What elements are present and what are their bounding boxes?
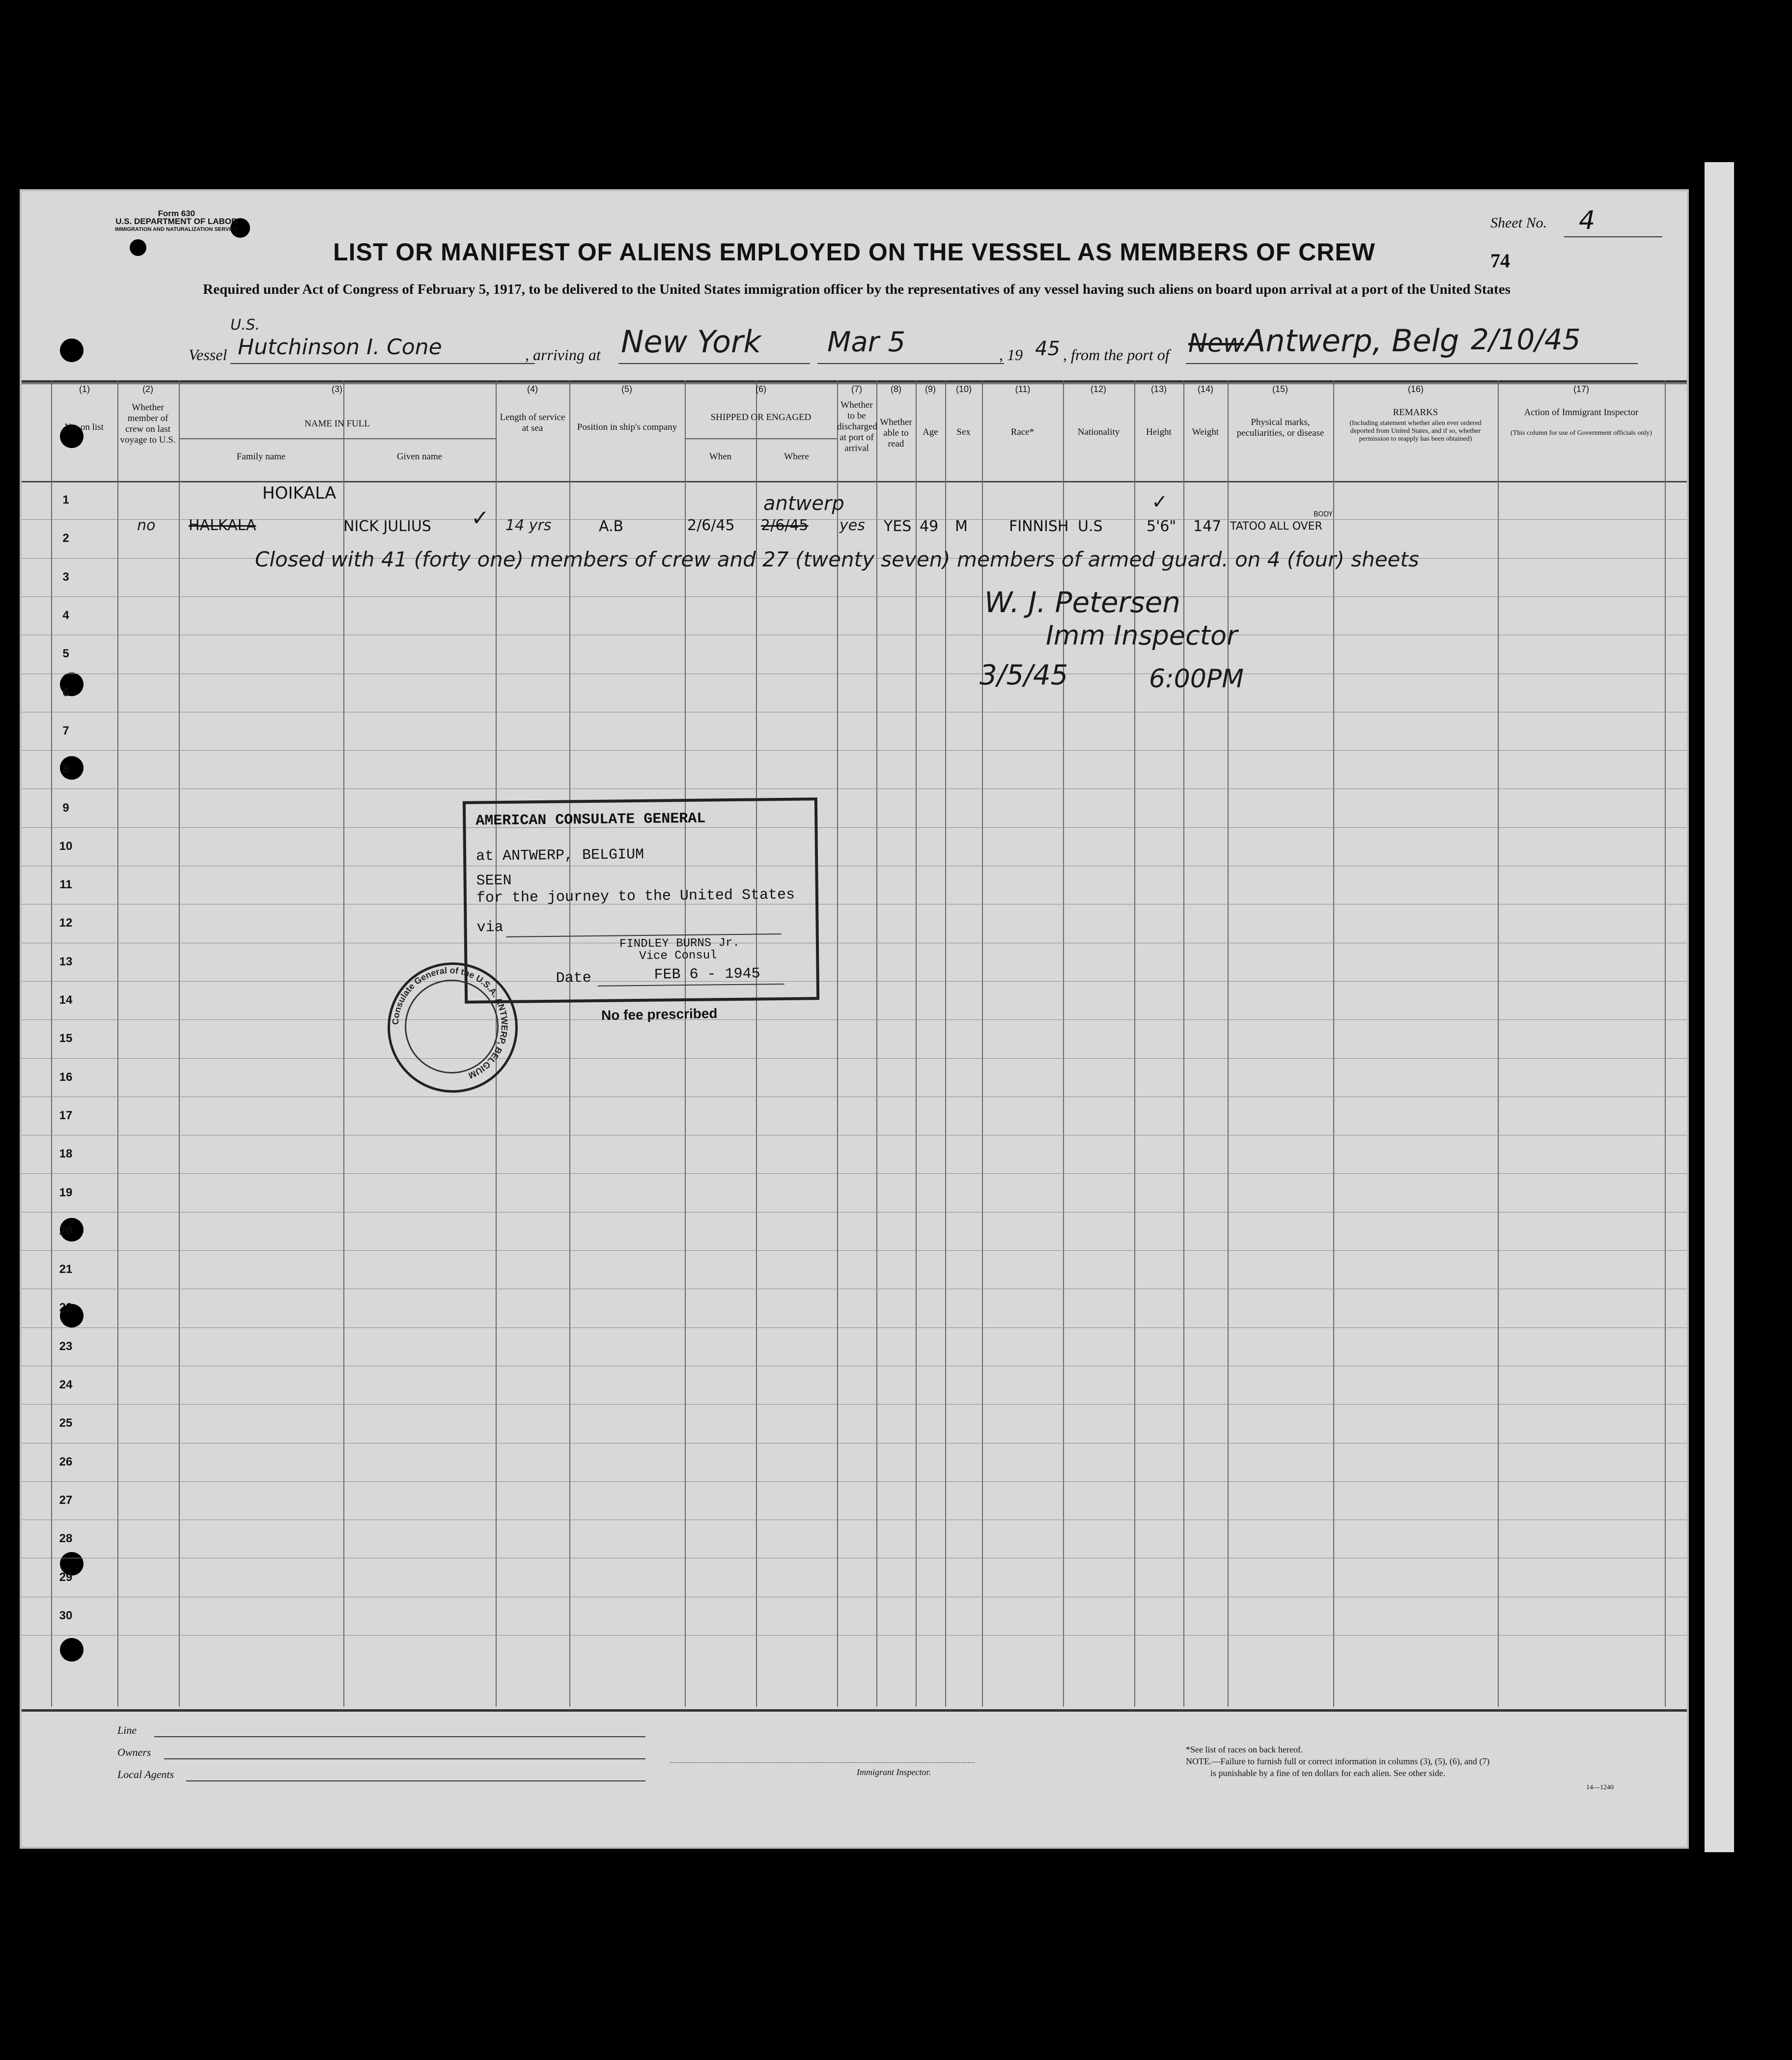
position: A.B bbox=[599, 518, 624, 535]
col-remarks-note: (Including statement whether alien ever ordered deported from United States, and if so, whether permission to reapply has been obtained) bbox=[1349, 420, 1482, 443]
page-title: LIST OR MANIFEST OF ALIENS EMPLOYED ON THE VESSEL AS MEMBERS OF CREW bbox=[333, 238, 1375, 266]
row-rule bbox=[22, 827, 1687, 828]
stamp-date: FEB 6 - 1945 bbox=[654, 965, 760, 984]
row-number: 4 bbox=[62, 609, 69, 622]
row-rule bbox=[22, 1019, 1687, 1020]
department: U.S. DEPARTMENT OF LABOR bbox=[115, 217, 238, 226]
row-number: 25 bbox=[59, 1416, 73, 1430]
footer-local-agents-label: Local Agents bbox=[117, 1768, 174, 1780]
col-family-name: Family name bbox=[236, 452, 286, 462]
form-number: Form 630 bbox=[158, 209, 196, 218]
arrival-date: Mar 5 bbox=[827, 326, 906, 358]
row-rule bbox=[22, 1212, 1687, 1213]
seal-text bbox=[388, 962, 513, 1088]
row-number: 17 bbox=[59, 1108, 73, 1122]
column-number: (7) bbox=[851, 384, 862, 394]
footer-note1: *See list of races on back hereof. bbox=[1186, 1745, 1303, 1754]
nationality: U.S bbox=[1078, 518, 1103, 535]
column-number: (4) bbox=[527, 384, 538, 394]
row-number: 15 bbox=[59, 1032, 73, 1045]
crew-table bbox=[22, 380, 1687, 1707]
column-number: (10) bbox=[955, 384, 972, 394]
inspector-time: 6:00PM bbox=[1149, 664, 1244, 694]
footer-note2: NOTE.—Failure to furnish full or correct information in columns (3), (5), (6), and (7) bbox=[1186, 1756, 1490, 1766]
col-shipped-where: Where bbox=[784, 452, 809, 462]
check-mark-icon: ✓ bbox=[471, 506, 489, 531]
row-rule bbox=[22, 1058, 1687, 1059]
inspector-date: 3/5/45 bbox=[980, 659, 1068, 691]
physical-marks-2: BODY bbox=[1314, 510, 1333, 518]
col-shipped-when: When bbox=[709, 452, 732, 462]
consulate-seal bbox=[388, 962, 518, 1093]
row-rule bbox=[22, 1481, 1687, 1482]
col-able-to-read: Whether able to read bbox=[880, 417, 912, 449]
shipped-where-struck: 2/6/45 bbox=[761, 517, 809, 534]
year-prefix: , 19 bbox=[999, 346, 1023, 364]
subtitle: Required under Act of Congress of February 5, 1917, to be delivered to the United States immigration officer by the representatives of any vessel having such aliens on board upon arrival at a port of the United States bbox=[203, 282, 1511, 297]
vessel-name: Hutchinson I. Cone bbox=[238, 335, 442, 360]
family-name-struck: HALKALA bbox=[189, 517, 256, 534]
row-number: 28 bbox=[59, 1532, 73, 1546]
row-rule bbox=[22, 1327, 1687, 1328]
column-number: (8) bbox=[891, 384, 901, 394]
stamp-signer-title: Vice Consul bbox=[639, 949, 717, 963]
closing-note: Closed with 41 (forty one) members of crew and 27 (twenty seven) members of armed guard. on 4 (four) sheets bbox=[255, 547, 1419, 571]
stamp-line3: SEEN bbox=[476, 872, 512, 890]
race: FINNISH bbox=[1009, 518, 1069, 535]
row-rule bbox=[22, 1404, 1687, 1405]
sex: M bbox=[955, 518, 968, 535]
col-crew-last-voyage: Whether member of crew on last voyage to U.S. bbox=[120, 402, 176, 445]
stamp-via: via bbox=[476, 919, 504, 936]
row-number: 30 bbox=[59, 1608, 73, 1622]
able-to-read: YES bbox=[884, 518, 912, 535]
col-inspector-action: Action of Immigrant Inspector bbox=[1524, 407, 1639, 418]
col-physical-marks: Physical marks, peculiarities, or disease bbox=[1236, 417, 1324, 438]
col-no-on-list: No. on list bbox=[64, 422, 104, 432]
row-rule bbox=[22, 1173, 1687, 1174]
row-number: 5 bbox=[62, 647, 69, 661]
column-number: (16) bbox=[1407, 384, 1424, 394]
col-weight: Weight bbox=[1192, 427, 1219, 437]
row-number: 23 bbox=[59, 1339, 73, 1353]
row-number: 9 bbox=[62, 801, 69, 815]
column-number: (15) bbox=[1272, 384, 1288, 394]
inspector-signature: W. J. Petersen bbox=[984, 586, 1181, 619]
row-number: 8 bbox=[62, 762, 69, 776]
arriving-port: New York bbox=[621, 324, 761, 360]
row-rule bbox=[22, 1635, 1687, 1636]
col-length-service: Length of service at sea bbox=[500, 412, 565, 433]
row-number: 19 bbox=[59, 1185, 73, 1199]
row-number: 20 bbox=[59, 1224, 73, 1238]
row-number: 29 bbox=[59, 1570, 73, 1584]
column-number: (2) bbox=[142, 384, 153, 394]
col-remarks: REMARKS bbox=[1393, 407, 1438, 418]
column-number: (12) bbox=[1090, 384, 1106, 394]
stamp-fee: No fee prescribed bbox=[601, 1005, 718, 1023]
col-name-in-full: NAME IN FULL bbox=[305, 419, 370, 429]
row-number: 7 bbox=[62, 724, 69, 737]
row-number: 13 bbox=[59, 955, 73, 968]
column-number: (14) bbox=[1197, 384, 1213, 394]
given-name: NICK JULIUS bbox=[343, 518, 431, 535]
service-length: 14 yrs bbox=[505, 517, 552, 534]
row-number: 22 bbox=[59, 1301, 73, 1315]
row-number: 21 bbox=[59, 1263, 73, 1276]
row-number: 10 bbox=[59, 839, 73, 853]
stamp-line2: at ANTWERP, BELGIUM bbox=[476, 846, 644, 865]
footer-owners-label: Owners bbox=[117, 1746, 151, 1758]
row-number: 18 bbox=[59, 1147, 73, 1161]
weight: 147 bbox=[1193, 518, 1222, 535]
row-number: 27 bbox=[59, 1493, 73, 1507]
from-label: , from the port of bbox=[1063, 346, 1170, 364]
sheet-label: Sheet No. bbox=[1490, 215, 1547, 231]
age: 49 bbox=[920, 518, 939, 535]
vessel-prefix: U.S. bbox=[230, 316, 260, 334]
shipped-when: 2/6/45 bbox=[687, 517, 735, 534]
row-number: 14 bbox=[59, 993, 73, 1007]
stamp-date-label: Date bbox=[556, 970, 591, 987]
col-race: Race* bbox=[1010, 427, 1035, 437]
consulate-stamp bbox=[463, 797, 819, 1004]
stamp-line4: for the journey to the United States bbox=[476, 886, 795, 907]
footer-note3: is punishable by a fine of ten dollars for each alien. See other side. bbox=[1210, 1768, 1446, 1778]
column-number: (11) bbox=[1015, 384, 1031, 394]
col-height: Height bbox=[1146, 427, 1172, 437]
page-edge bbox=[1705, 162, 1734, 1852]
punch-hole bbox=[60, 339, 84, 362]
from-port: Antwerp, Belg bbox=[1245, 323, 1459, 359]
col-inspector-note: (This column for use of Government officials only) bbox=[1511, 429, 1652, 437]
footer-inspector-label: Immigrant Inspector. bbox=[857, 1767, 931, 1777]
column-number: (5) bbox=[621, 384, 632, 394]
stamp-signer: FINDLEY BURNS Jr. bbox=[619, 936, 740, 951]
row-number: 16 bbox=[59, 1070, 73, 1084]
footer-line-label: Line bbox=[117, 1724, 137, 1736]
from-port-struck: New bbox=[1188, 329, 1244, 358]
physical-marks: TATOO ALL OVER bbox=[1230, 520, 1322, 533]
row-rule bbox=[22, 750, 1687, 751]
seal-inscription: Consulate General of the U.S.A. ANTWERP, BELGIUM bbox=[390, 965, 510, 1081]
row-number: 24 bbox=[59, 1378, 73, 1392]
row-rule bbox=[22, 596, 1687, 597]
crew-last-voyage-value: no bbox=[137, 517, 156, 534]
service: IMMIGRATION AND NATURALIZATION SERVICE bbox=[115, 226, 238, 232]
discharged: yes bbox=[840, 517, 865, 534]
shipped-where: antwerp bbox=[763, 492, 844, 515]
column-number: (1) bbox=[79, 384, 90, 394]
column-number: (9) bbox=[925, 384, 936, 394]
row-number: 2 bbox=[62, 532, 69, 545]
family-name-correction: HOIKALA bbox=[262, 483, 336, 503]
sheet-value: 4 bbox=[1579, 206, 1596, 235]
arrival-year: 45 bbox=[1035, 338, 1060, 360]
col-given-name: Given name bbox=[396, 452, 443, 462]
column-number: (13) bbox=[1150, 384, 1167, 394]
column-number: (3) bbox=[332, 384, 342, 394]
col-shipped-engaged: SHIPPED OR ENGAGED bbox=[710, 412, 812, 423]
from-date: 2/10/45 bbox=[1471, 323, 1581, 356]
check-mark-icon: ✓ bbox=[1151, 491, 1168, 513]
arriving-label: , arriving at bbox=[525, 346, 601, 364]
row-number: 11 bbox=[59, 878, 72, 892]
manifest-sheet bbox=[20, 189, 1689, 1849]
form-header bbox=[115, 210, 238, 233]
footer-code: 14—1240 bbox=[1586, 1784, 1614, 1791]
row-number: 12 bbox=[59, 916, 73, 930]
page-number: 74 bbox=[1490, 250, 1510, 272]
column-number: (17) bbox=[1573, 384, 1589, 394]
row-number: 6 bbox=[62, 685, 69, 699]
height: 5'6" bbox=[1147, 518, 1176, 535]
svg-text:Consulate General of the U.S.A bbox=[391, 965, 509, 1081]
row-number: 26 bbox=[59, 1455, 73, 1468]
col-age: Age bbox=[923, 427, 938, 437]
vessel-label: Vessel bbox=[189, 346, 227, 364]
row-rule bbox=[22, 1250, 1687, 1251]
col-nationality: Nationality bbox=[1077, 427, 1120, 437]
row-rule bbox=[22, 981, 1687, 982]
col-discharged: Whether to be discharged at port of arrival bbox=[837, 400, 877, 453]
col-sex: Sex bbox=[956, 427, 971, 437]
row-number: 1 bbox=[62, 493, 69, 507]
inspector-title: Imm Inspector bbox=[1046, 620, 1238, 651]
column-number: (6) bbox=[756, 384, 766, 394]
stamp-line1: AMERICAN CONSULATE GENERAL bbox=[476, 810, 706, 830]
row-number: 3 bbox=[62, 570, 69, 584]
col-position: Position in ship's company bbox=[577, 422, 677, 432]
